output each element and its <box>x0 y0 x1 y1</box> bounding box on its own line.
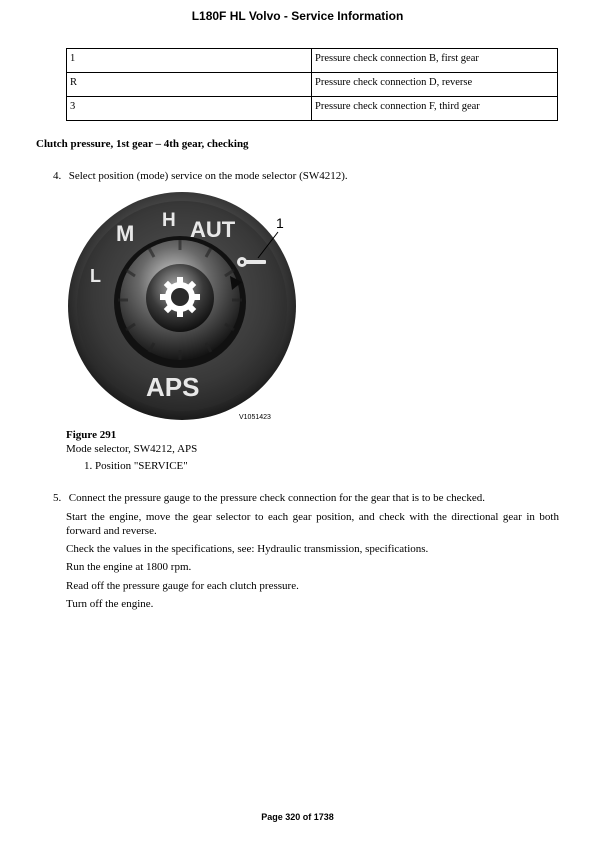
section-title: Clutch pressure, 1st gear – 4th gear, checking <box>36 138 249 150</box>
table-cell-key: 1 <box>67 49 312 73</box>
pressure-connection-table <box>66 48 558 121</box>
label-m: M <box>116 221 135 246</box>
figure-caption-item: 1. Position "SERVICE" <box>84 460 188 472</box>
figure-caption-description: Mode selector, SW4212, APS <box>66 443 198 455</box>
step-5-paragraph: Start the engine, move the gear selector to each gear position, and check with the directional gear in both forward and reverse. <box>66 511 559 537</box>
page-footer-number: Page 320 of 1738 <box>261 812 334 822</box>
mode-selector-illustration <box>66 190 298 422</box>
page-header-title: L180F HL Volvo - Service Information <box>191 9 404 23</box>
gear-icon <box>160 277 200 317</box>
step-5-paragraph: Run the engine at 1800 rpm. <box>66 561 192 573</box>
figure-image-id: V1051423 <box>239 414 271 421</box>
label-aut: AUT <box>190 217 236 242</box>
label-aps: APS <box>146 372 200 402</box>
table-row <box>67 97 558 121</box>
mode-selector-figure <box>66 190 298 422</box>
table-cell-key: 3 <box>67 97 312 121</box>
table-cell-value: Pressure check connection D, reverse <box>312 73 558 97</box>
step-5-paragraph: Turn off the engine. <box>66 598 154 610</box>
label-h: H <box>162 210 176 231</box>
table-cell-key: R <box>67 73 312 97</box>
step-5 <box>53 492 559 504</box>
callout-number: 1 <box>276 215 284 231</box>
step-text: Connect the pressure gauge to the pressure check connection for the gear that is to be checked. <box>68 492 486 504</box>
label-l: L <box>90 266 101 286</box>
step-4 <box>53 170 559 182</box>
step-text: Select position (mode) service on the mode selector (SW4212). <box>68 170 348 182</box>
step-5-paragraph: Read off the pressure gauge for each clutch pressure. <box>66 580 299 592</box>
table-cell-value: Pressure check connection F, third gear <box>312 97 558 121</box>
figure-caption-title: Figure 291 <box>66 429 117 441</box>
step-number: 4. <box>53 170 62 182</box>
step-5-paragraph: Check the values in the specifications, see: Hydraulic transmission, specifications. <box>66 543 429 555</box>
table-row <box>67 73 558 97</box>
step-number: 5. <box>53 492 62 504</box>
table-row <box>67 49 558 73</box>
table-cell-value: Pressure check connection B, first gear <box>312 49 558 73</box>
